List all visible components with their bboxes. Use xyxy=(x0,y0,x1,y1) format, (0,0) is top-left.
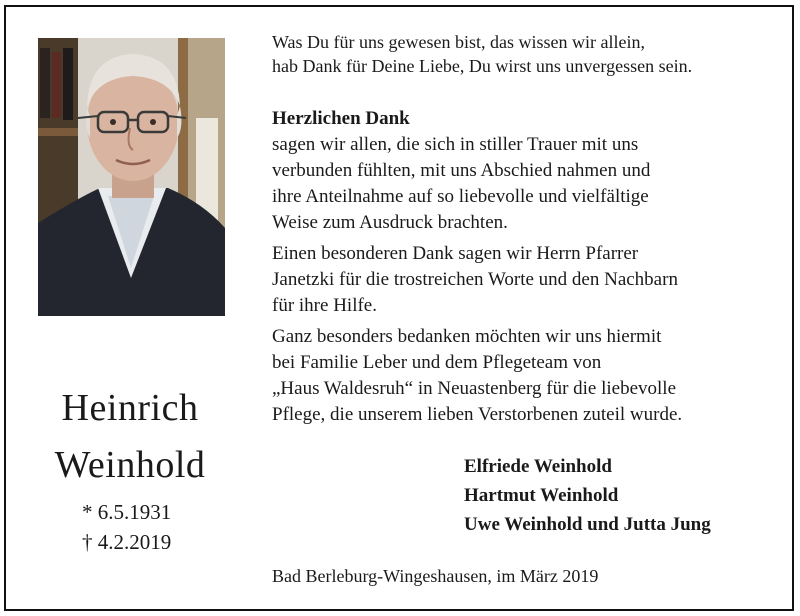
place-and-date: Bad Berleburg-Wingeshausen, im März 2019 xyxy=(272,566,599,586)
deceased-last-name: Weinhold xyxy=(54,444,206,486)
text-line: ihre Anteilnahme auf so liebevolle und vielfältige xyxy=(272,186,649,207)
motto-verse xyxy=(272,30,692,78)
thanks-paragraph-general xyxy=(272,132,772,236)
text-line: Weise zum Ausdruck brachten. xyxy=(272,212,508,233)
signer-name: Uwe Weinhold und Jutta Jung xyxy=(464,514,711,535)
thanks-paragraph-care xyxy=(272,324,772,428)
thanks-paragraph-pastor xyxy=(272,241,772,319)
text-line: bei Familie Leber und dem Pflegeteam von xyxy=(272,352,602,373)
signer-name: Elfriede Weinhold xyxy=(464,456,612,477)
motto-line: hab Dank für Deine Liebe, Du wirst uns unvergessen sein. xyxy=(272,56,693,76)
thanks-heading: Herzlichen Dank xyxy=(272,108,410,129)
text-line: Ganz besonders bedanken möchten wir uns hiermit xyxy=(272,326,662,347)
deceased-first-name: Heinrich xyxy=(61,387,199,429)
text-line: Janetzki für die trostreichen Worte und den Nachbarn xyxy=(272,269,678,290)
text-line: Pflege, die unserem lieben Verstorbenen zuteil wurde. xyxy=(272,404,683,425)
death-date: † 4.2.2019 xyxy=(82,530,172,554)
birth-date: * 6.5.1931 xyxy=(82,500,172,524)
text-line: sagen wir allen, die sich in stiller Trauer mit uns xyxy=(272,134,639,155)
text-line: verbunden fühlten, mit uns Abschied nahmen und xyxy=(272,160,651,181)
portrait-photo xyxy=(38,38,225,316)
thanks-text xyxy=(272,106,772,433)
signer-name: Hartmut Weinhold xyxy=(464,485,619,506)
text-line: Einen besonderen Dank sagen wir Herrn Pfarrer xyxy=(272,243,639,264)
motto-line: Was Du für uns gewesen bist, das wissen wir allein, xyxy=(272,32,645,52)
signers-list xyxy=(464,452,711,539)
text-line: für ihre Hilfe. xyxy=(272,295,377,316)
text-line: „Haus Waldesruh“ in Neuastenberg für die liebevolle xyxy=(272,378,677,399)
life-dates xyxy=(82,497,171,557)
